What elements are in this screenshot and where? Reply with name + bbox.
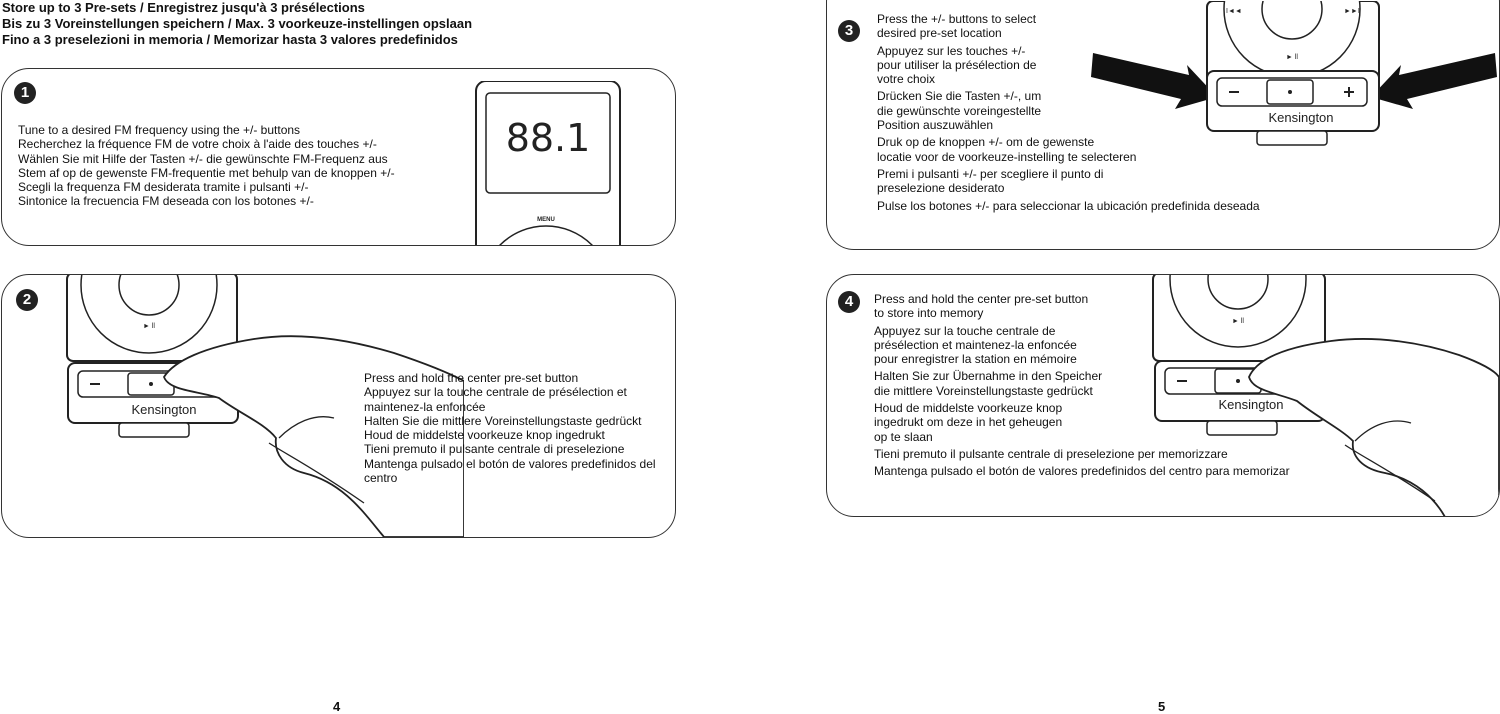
heading-line-1: Store up to 3 Pre-sets / Enregistrez jusqu'à 3 présélections (2, 0, 365, 15)
step-4-line: ingedrukt om deze in het geheugen (874, 415, 1063, 430)
step-4-line: Tieni premuto il pulsante centrale di preselezione per memorizzare (874, 446, 1228, 461)
step-1-line: Scegli la frequenza FM desiderata tramite i pulsanti +/- (18, 180, 309, 195)
brand-logo: Kensington (131, 402, 197, 417)
brand-logo: Kensington (1268, 110, 1334, 125)
step-1-number: 1 (14, 82, 36, 104)
step-3-line: die gewünschte voreingestellte (877, 103, 1042, 118)
step-4-line: Mantenga pulsado el botón de valores predefinidos del centro para memorizar (874, 464, 1290, 479)
step-2-number: 2 (16, 289, 38, 311)
store-memory-illustration (1145, 274, 1499, 517)
step-4-line: Houd de middelste voorkeuze knop (874, 401, 1063, 416)
heading-line-2: Bis zu 3 Voreinstellungen speichern / Max. 3 voorkeuze-instellingen opslaan (2, 16, 473, 31)
step-2-line: Mantenga pulsado el botón de valores predefinidos del centro (364, 456, 656, 486)
step-2-line: Halten Sie die mittlere Voreinstellungstaste gedrückt (364, 413, 642, 428)
step-4-line: to store into memory (874, 306, 984, 321)
svg-text:I◄◄: I◄◄ (1226, 8, 1242, 15)
step-2-line: Press and hold the center pre-set button (364, 371, 579, 385)
svg-text:► ll: ► ll (143, 323, 155, 330)
step-3-line: Premi i pulsanti +/- per scegliere il punto di (877, 166, 1104, 181)
step-3-line: locatie voor de voorkeuze-instelling te selecteren (877, 149, 1137, 164)
page-heading (2, 0, 562, 48)
step-4-line: pour enregistrer la station en mémoire (874, 352, 1077, 367)
step-1-line: Wählen Sie mit Hilfe der Tasten +/- die gewünschte FM-Frequenz aus (18, 151, 388, 166)
step-2-line: Houd de middelste voorkeuze knop ingedrukt (364, 428, 605, 443)
step-4-line: die mittlere Voreinstellungstaste gedrückt (874, 383, 1093, 398)
step-4-line: Halten Sie zur Übernahme in den Speicher (874, 369, 1103, 384)
step-3-number: 3 (838, 20, 860, 42)
step-3-panel (826, 0, 1500, 250)
step-2-panel (1, 274, 676, 538)
step-3-line: pour utiliser la présélection de (877, 57, 1037, 72)
step-4-number: 4 (838, 291, 860, 313)
heading-line-3: Fino a 3 preselezioni in memoria / Memorizar hasta 3 valores predefinidos (2, 32, 458, 47)
step-3-line: preselezione desiderato (877, 181, 1005, 196)
brand-logo: Kensington (1218, 397, 1284, 412)
step-2-line: Appuyez sur la touche centrale de présélection et maintenez-la enfoncée (364, 385, 627, 414)
step-1-panel (1, 68, 676, 246)
lcd-frequency: 88.1 (505, 116, 591, 160)
step-1-line: Recherchez la fréquence FM de votre choix à l'aide des touches +/- (18, 137, 377, 152)
step-4-panel (826, 274, 1500, 517)
select-preset-illustration (1089, 1, 1499, 151)
page-number-left: 4 (333, 699, 341, 714)
step-3-line: desired pre-set location (877, 26, 1002, 41)
radio-device-illustration (474, 81, 624, 246)
step-1-line: Tune to a desired FM frequency using the +/- buttons (18, 123, 301, 137)
step-1-line: Stem af op de gewenste FM-frequentie met behulp van de knoppen +/- (18, 165, 395, 180)
step-4-line: Appuyez sur la touche centrale de (874, 323, 1056, 338)
step-4-line: op te slaan (874, 429, 933, 444)
step-3-line: Position auszuwählen (877, 118, 994, 133)
page-number-right: 5 (1158, 699, 1166, 714)
step-4-line: présélection et maintenez-la enfoncée (874, 337, 1077, 352)
svg-text:►►I: ►►I (1344, 8, 1360, 15)
step-3-line: votre choix (877, 72, 936, 87)
svg-text:► ll: ► ll (1232, 318, 1244, 325)
step-4-line: Press and hold the center pre-set button (874, 292, 1089, 306)
step-2-text (364, 371, 664, 485)
step-2-line: Tieni premuto il pulsante centrale di preselezione (364, 442, 625, 457)
menu-label: MENU (537, 217, 555, 223)
step-1-line: Sintonice la frecuencia FM deseada con los botones +/- (18, 194, 314, 209)
step-3-line: Drücken Sie die Tasten +/-, um (877, 89, 1042, 104)
step-3-line: Appuyez sur les touches +/- (877, 43, 1026, 58)
step-3-line: Pulse los botones +/- para seleccionar la ubicación predefinida deseada (877, 198, 1260, 213)
step-3-line: Druk op de knoppen +/- om de gewenste (877, 135, 1095, 150)
step-3-line: Press the +/- buttons to select (877, 12, 1037, 26)
step-1-text (18, 123, 395, 209)
svg-text:► ll: ► ll (1286, 54, 1298, 61)
